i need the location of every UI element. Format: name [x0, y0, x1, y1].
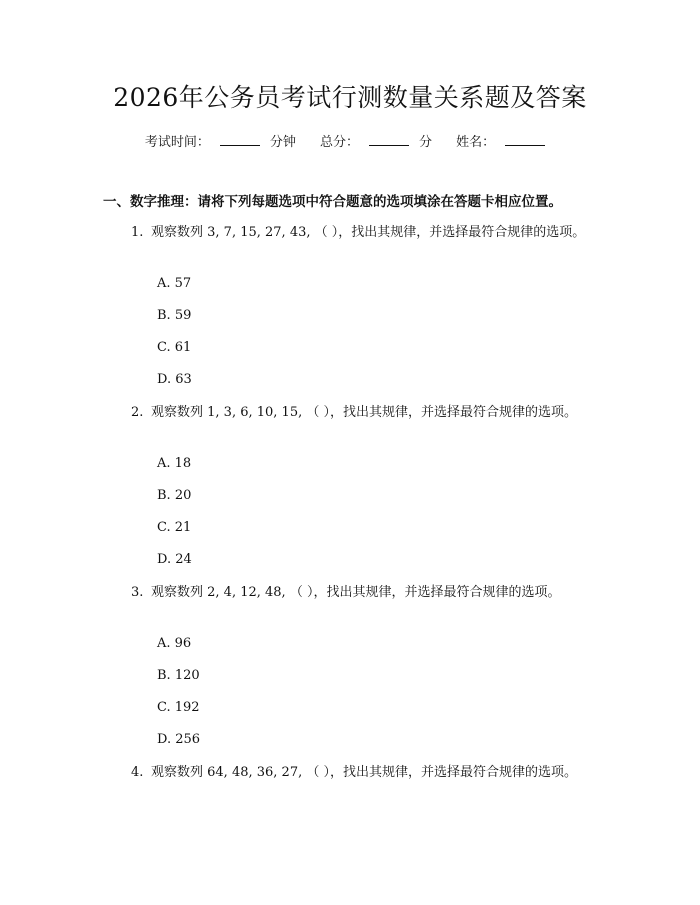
question-text — [103, 222, 608, 244]
option-1a[interactable]: A. 57 — [157, 276, 192, 291]
question-2 — [103, 402, 608, 424]
score-field — [320, 135, 432, 150]
question-text — [103, 582, 608, 604]
time-field — [145, 135, 296, 150]
exam-info-line — [0, 131, 700, 150]
question-body: 观察数列 1, 3, 6, 10, 15, （ ），找出其规律，并选择最符合规律的选项。 — [151, 405, 577, 420]
question-1 — [103, 222, 608, 244]
score-blank[interactable] — [369, 133, 409, 146]
option-2a[interactable]: A. 18 — [157, 456, 192, 471]
option-2b[interactable]: B. 20 — [157, 488, 192, 503]
question-3 — [103, 582, 608, 604]
question-text — [103, 402, 608, 424]
question-number: 4. — [131, 765, 144, 780]
time-blank[interactable] — [220, 133, 260, 146]
option-1b[interactable]: B. 59 — [157, 308, 192, 323]
option-3a[interactable]: A. 96 — [157, 636, 192, 651]
option-2d[interactable]: D. 24 — [157, 552, 192, 567]
question-text — [103, 762, 608, 784]
score-label: 总分： — [319, 135, 359, 150]
score-unit: 分 — [419, 135, 433, 150]
question-number: 3. — [131, 585, 144, 600]
name-label: 姓名： — [456, 135, 496, 150]
question-body: 观察数列 2, 4, 12, 48, （ ），找出其规律，并选择最符合规律的选项。 — [151, 585, 561, 600]
name-field — [456, 135, 555, 150]
time-unit: 分钟 — [269, 135, 296, 150]
option-3b[interactable]: B. 120 — [157, 668, 200, 683]
option-1c[interactable]: C. 61 — [157, 340, 192, 355]
question-body: 观察数列 3, 7, 15, 27, 43, （ ），找出其规律，并选择最符合规律的选项。 — [151, 225, 586, 240]
option-1d[interactable]: D. 63 — [157, 372, 192, 387]
option-2c[interactable]: C. 21 — [157, 520, 192, 535]
section-heading: 一、数字推理：请将下列每题选项中符合题意的选项填涂在答题卡相应位置。 — [103, 194, 562, 210]
option-3d[interactable]: D. 256 — [157, 732, 201, 747]
question-number: 1. — [131, 225, 144, 240]
time-label: 考试时间： — [144, 135, 210, 150]
question-4 — [103, 762, 608, 784]
option-3c[interactable]: C. 192 — [157, 700, 200, 715]
page-title: 2026年公务员考试行测数量关系题及答案 — [113, 83, 587, 112]
question-body: 观察数列 64, 48, 36, 27, （ ），找出其规律，并选择最符合规律的选项。 — [151, 765, 577, 780]
question-number: 2. — [131, 405, 144, 420]
name-blank[interactable] — [505, 133, 545, 146]
